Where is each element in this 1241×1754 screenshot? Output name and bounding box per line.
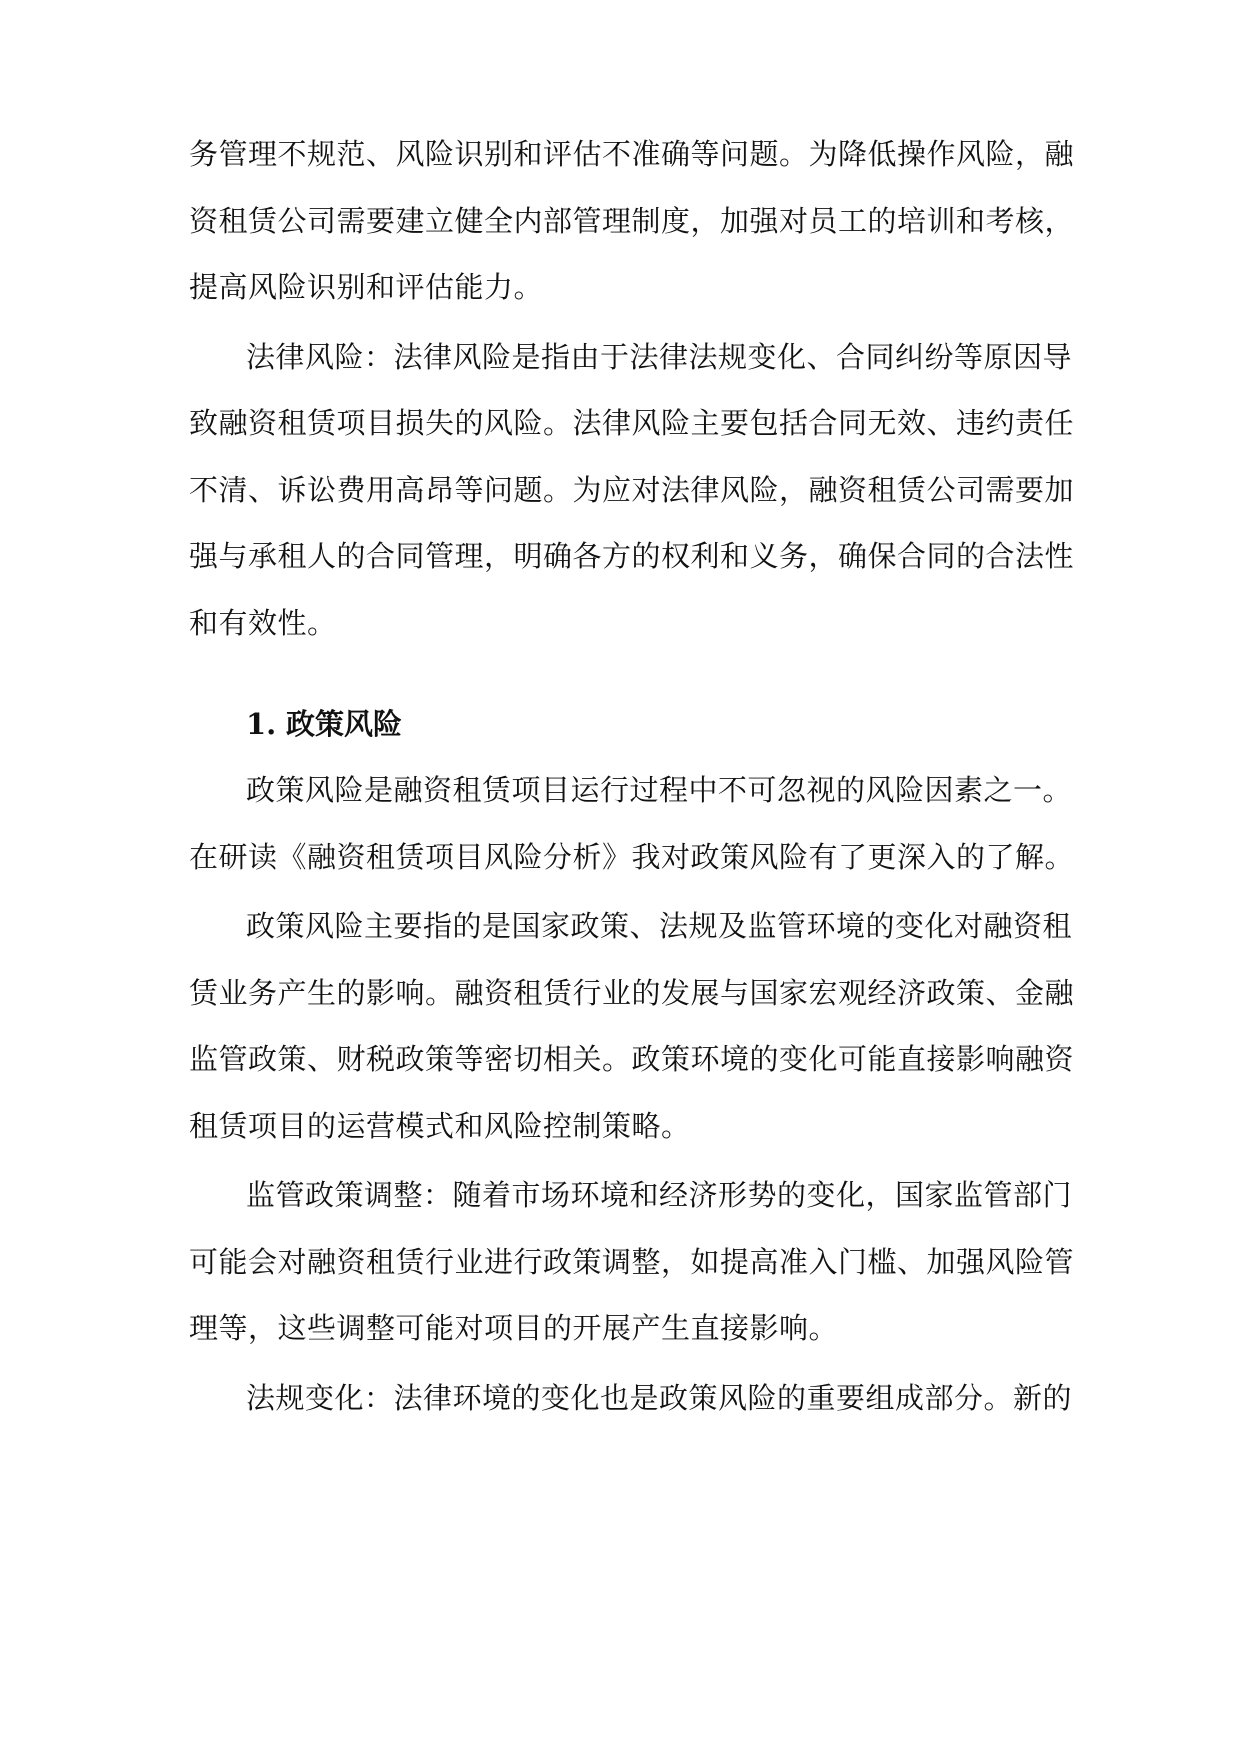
text-line: 法律风险：法律风险是指由于法律法规变化、合同纠纷等原因导 [246, 340, 1073, 374]
text-line: 政策风险主要指的是国家政策、法规及监管环境的变化对融资租 [246, 909, 1073, 943]
text-line: 提高风险识别和评估能力。 [189, 270, 544, 304]
text-line: 理等，这些调整可能对项目的开展产生直接影响。 [189, 1311, 839, 1345]
text-line: 致融资租赁项目损失的风险。法律风险主要包括合同无效、违约责任 [189, 406, 1075, 440]
text-line: 监管政策调整：随着市场环境和经济形势的变化，国家监管部门 [246, 1178, 1073, 1212]
text-line: 务管理不规范、风险识别和评估不准确等问题。为降低操作风险，融 [189, 137, 1075, 171]
text-line: 在研读《融资租赁项目风险分析》我对政策风险有了更深入的了解。 [189, 840, 1075, 874]
text-line: 租赁项目的运营模式和风险控制策略。 [189, 1109, 691, 1143]
text-line: 法规变化：法律环境的变化也是政策风险的重要组成部分。新的 [246, 1381, 1073, 1415]
section-heading [246, 704, 402, 744]
text-line: 赁业务产生的影响。融资租赁行业的发展与国家宏观经济政策、金融 [189, 976, 1075, 1010]
text-line: 强与承租人的合同管理，明确各方的权利和义务，确保合同的合法性 [189, 539, 1075, 573]
text-line: 可能会对融资租赁行业进行政策调整，如提高准入门槛、加强风险管 [189, 1245, 1075, 1279]
text-line: 不清、诉讼费用高昂等问题。为应对法律风险，融资租赁公司需要加 [189, 473, 1075, 507]
text-line: 监管政策、财税政策等密切相关。政策环境的变化可能直接影响融资 [189, 1042, 1075, 1076]
heading-title: 政策风险 [286, 707, 403, 741]
heading-number: 1. [246, 707, 277, 741]
text-line: 资租赁公司需要建立健全内部管理制度，加强对员工的培训和考核， [189, 204, 1075, 238]
text-line: 和有效性。 [189, 606, 337, 640]
text-line: 政策风险是融资租赁项目运行过程中不可忽视的风险因素之一。 [246, 773, 1073, 807]
